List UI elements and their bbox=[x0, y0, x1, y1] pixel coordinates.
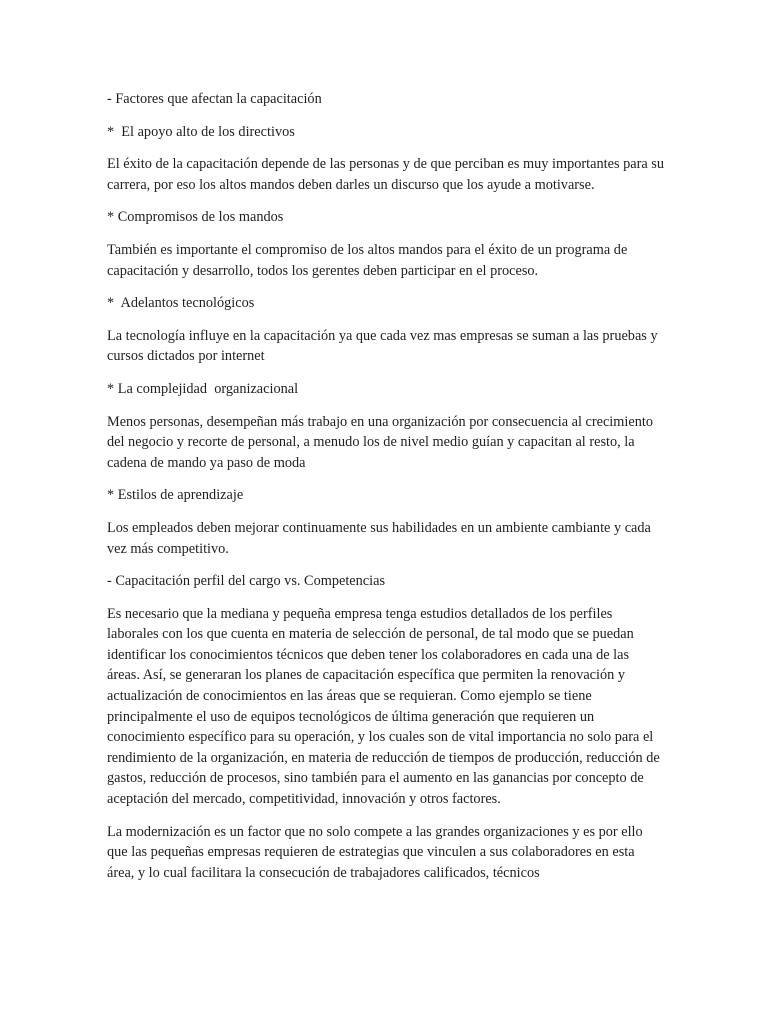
section-heading-perfil-cargo: - Capacitación perfil del cargo vs. Competencias bbox=[107, 573, 386, 590]
bullet-adelantos-tecnologicos: * Adelantos tecnológicos bbox=[107, 295, 255, 312]
paragraph-tecnologia: La tecnología influye en la capacitación ya que cada vez mas empresas se suman a las pruebas y cursos dictados por internet bbox=[107, 327, 662, 365]
paragraph-empleados: Los empleados deben mejorar continuamente sus habilidades en un ambiente cambiante y cada vez más competitivo. bbox=[107, 519, 655, 557]
paragraph-modernizacion: La modernización es un factor que no solo compete a las grandes organizaciones y es por ello que las pequeñas empresas requieren de estrategias que vinculen a sus colaboradores en esta área, y lo cual facilitara la consecución de trabajadores calificados, técnicos bbox=[107, 823, 647, 881]
paragraph-exito-capacitacion: El éxito de la capacitación depende de las personas y de que perciban es muy importantes para su carrera, por eso los altos mandos deben darles un discurso que los ayude a motivarse. bbox=[107, 156, 668, 193]
bullet-compromisos-mandos: * Compromisos de los mandos bbox=[107, 209, 284, 226]
bullet-estilos-aprendizaje: * Estilos de aprendizaje bbox=[107, 487, 244, 504]
document-body bbox=[107, 89, 668, 895]
paragraph-compromiso: También es importante el compromiso de los altos mandos para el éxito de un programa de capacitación y desarrollo, todos los gerentes deben participar en el proceso. bbox=[107, 241, 631, 279]
section-heading-factores: - Factores que afectan la capacitación bbox=[107, 91, 322, 107]
paragraph-menos-personas: Menos personas, desempeñan más trabajo en una organización por consecuencia al crecimiento del negocio y recorte de personal, a menudo los de nivel medio guían y capacitan al resto, la cadena de mando ya paso de moda bbox=[107, 413, 657, 471]
paragraph-perfiles-laborales: Es necesario que la mediana y pequeña empresa tenga estudios detallados de los perfiles laborales con los que cuenta en materia de selección de personal, de tal modo que se puedan identificar los conocimientos técnicos que deben tener los colaboradores en cada una de las áreas. Así, se generaran los planes de capacitación específica que permiten la renovación y actualización de conocimientos en las áreas que se requieran. Como ejemplo se tiene principalmente el uso de equipos tecnológicos de última generación que requieren un conocimiento específico para su operación, y los cuales son de vital importancia no solo para el rendimiento de la organización, en materia de reducción de tiempos de producción, reducción de gastos, reducción de procesos, sino también para el aumento en las ganancias por concepto de aceptación del mercado, competitividad, innovación y otros factores. bbox=[107, 605, 664, 808]
bullet-complejidad-organizacional: * La complejidad organizacional bbox=[107, 380, 299, 397]
bullet-apoyo-directivos: * El apoyo alto de los directivos bbox=[107, 123, 295, 140]
